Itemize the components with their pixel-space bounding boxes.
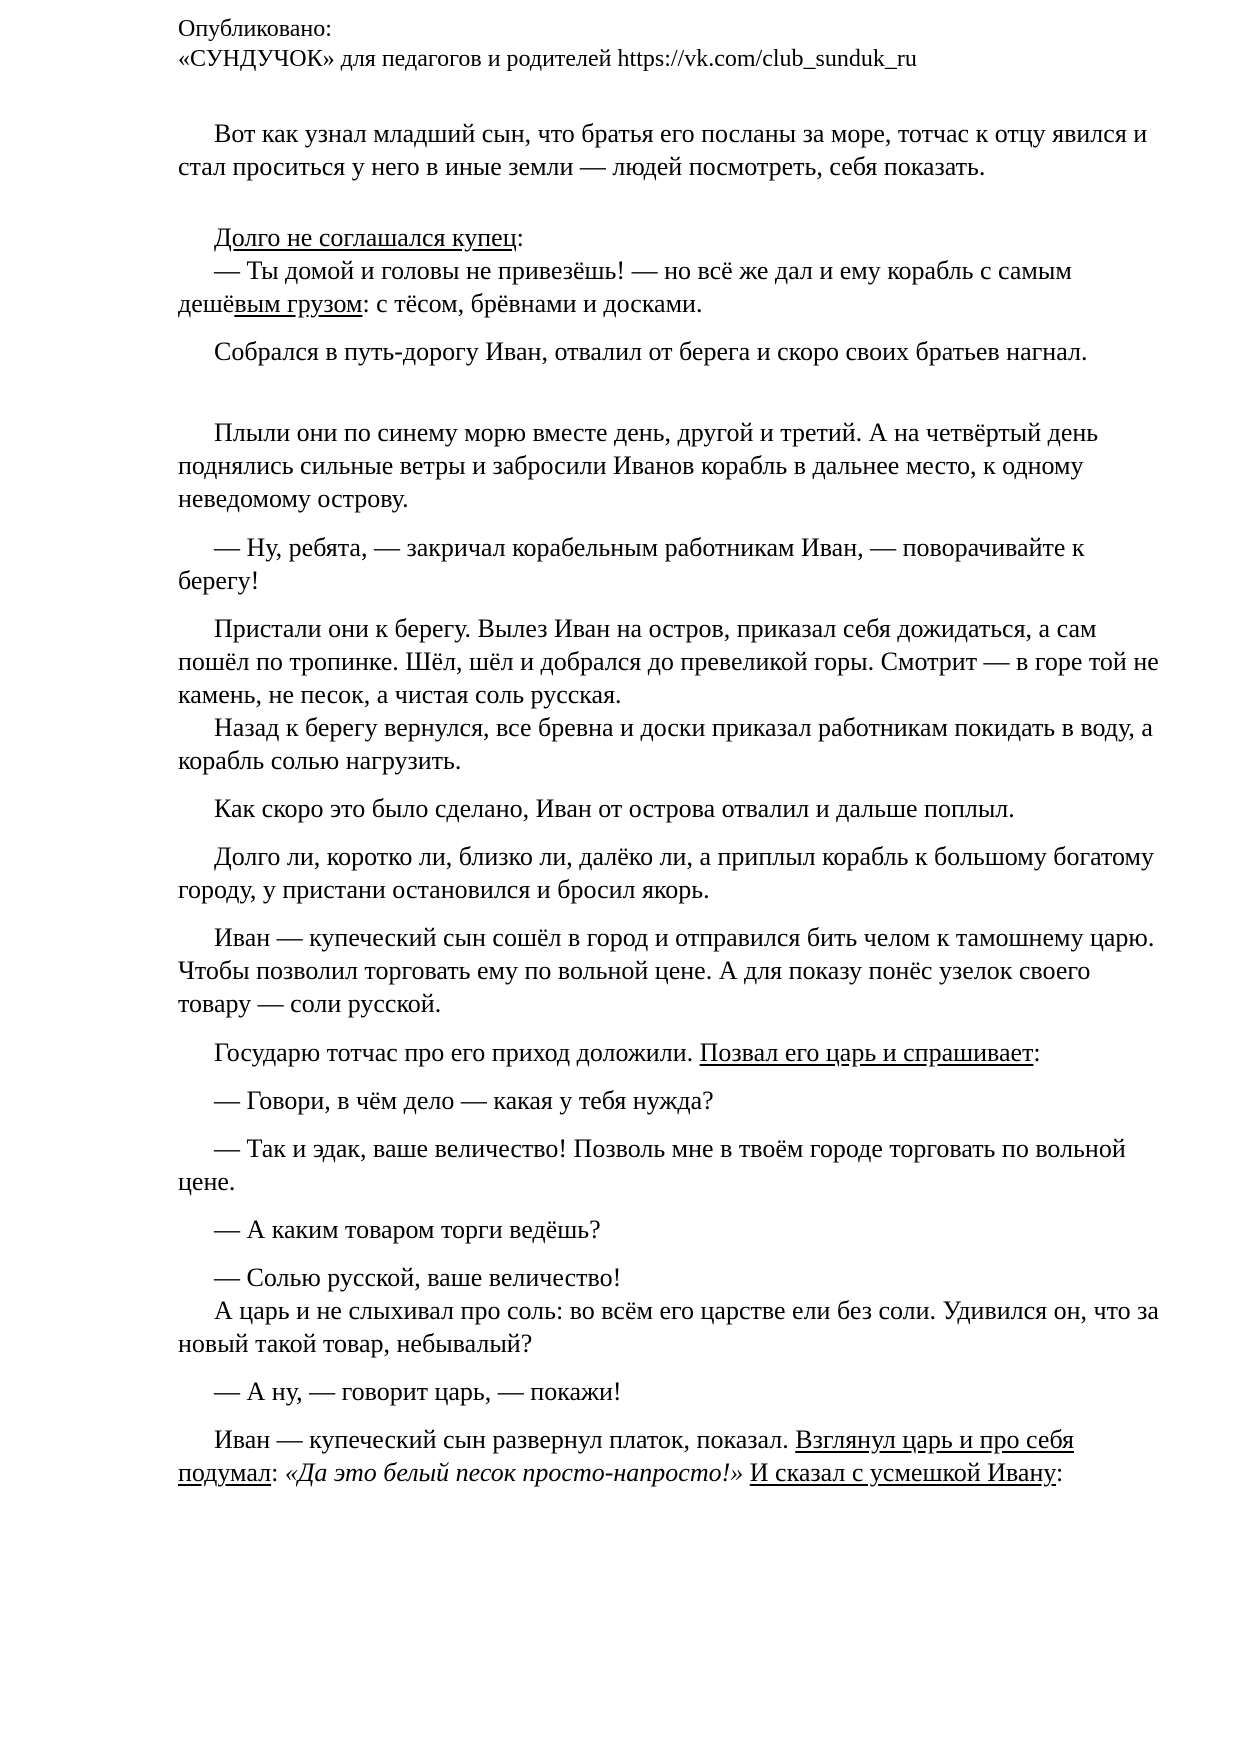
paragraph: А царь и не слыхивал про соль: во всём его царстве ели без соли. Удивился он, что за новый такой товар, небывалый? — [178, 1296, 1159, 1358]
paragraph: — А ну, — говорит царь, — покажи! — [214, 1377, 622, 1406]
paragraph: — Солью русской, ваше величество! — [214, 1263, 622, 1292]
publication-header — [178, 14, 1178, 74]
paragraph: — Ну, ребята, — закричал корабельным работникам Иван, — поворачивайте к берегу! — [178, 533, 1085, 595]
underlined-phrase: Долго не соглашался купец — [214, 223, 517, 252]
text-run: Государю тотчас про его приход доложили. — [214, 1038, 700, 1067]
paragraph: Собрался в путь-дорогу Иван, отвалил от берега и скоро своих братьев нагнал. — [214, 337, 1088, 366]
colon: : — [1056, 1458, 1064, 1487]
text-run: : с тёсом, брёвнами и досками. — [362, 289, 703, 318]
paragraph: Плыли они по синему морю вместе день, другой и третий. А на четвёртый день поднялись сильные ветры и забросили Иванов корабль в дальнее место, к одному неведомому острову. — [178, 418, 1099, 513]
underlined-phrase: И сказал с усмешкой Ивану — [749, 1458, 1057, 1487]
paragraph — [178, 254, 1161, 320]
paragraph: — Так и эдак, ваше величество! Позволь мне в твоём городе торговать по вольной цене. — [178, 1134, 1126, 1196]
colon: : — [271, 1458, 285, 1487]
underlined-phrase: Взглянул царь и про себя подумал — [178, 1425, 1074, 1487]
paragraph: Вот как узнал младший сын, что братья его посланы за море, тотчас к отцу явился и стал проситься у него в иные земли — людей посмотреть, себя показать. — [178, 119, 1148, 181]
underlined-phrase: вым грузом — [234, 289, 363, 318]
paragraph — [178, 1423, 1161, 1489]
paragraph: Назад к берегу вернулся, все бревна и доски приказал работникам покидать в воду, а корабль солью нагрузить. — [178, 713, 1153, 775]
italic-quote: «Да это белый песок просто-напросто!» — [284, 1458, 744, 1487]
colon: : — [516, 223, 524, 252]
text-run: — Ты домой и головы не привезёшь! — но всё же дал и ему корабль с самым дешё — [178, 256, 1072, 318]
paragraph: Как скоро это было сделано, Иван от острова отвалил и дальше поплыл. — [214, 794, 1015, 823]
text-run: Иван — купеческий сын развернул платок, показал. — [214, 1425, 796, 1454]
paragraph: Пристали они к берегу. Вылез Иван на остров, приказал себя дожидаться, а сам пошёл по тропинке. Шёл, шёл и добрался до превеликой горы. Смотрит — в горе той не камень, не песок, а чистая соль русская. — [178, 614, 1159, 709]
colon: : — [1033, 1038, 1041, 1067]
paragraph: — Говори, в чём дело — какая у тебя нужда? — [214, 1086, 714, 1115]
paragraph: Иван — купеческий сын сошёл в город и отправился бить челом к тамошнему царю. Чтобы позволил торговать ему по вольной цене. А для показу понёс узелок своего товару — соли русской. — [178, 923, 1155, 1018]
source-line: «СУНДУЧОК» для педагогов и родителей https://vk.com/club_sunduk_ru — [178, 46, 917, 72]
paragraph — [178, 1036, 1161, 1069]
underlined-phrase: Позвал его царь и спрашивает — [699, 1038, 1034, 1067]
published-label: Опубликовано: — [178, 16, 332, 42]
paragraph — [178, 221, 1161, 254]
paragraph: — А каким товаром торги ведёшь? — [214, 1215, 601, 1244]
paragraph: Долго ли, коротко ли, близко ли, далёко ли, а приплыл корабль к большому богатому городу, у пристани остановился и бросил якорь. — [178, 842, 1154, 904]
